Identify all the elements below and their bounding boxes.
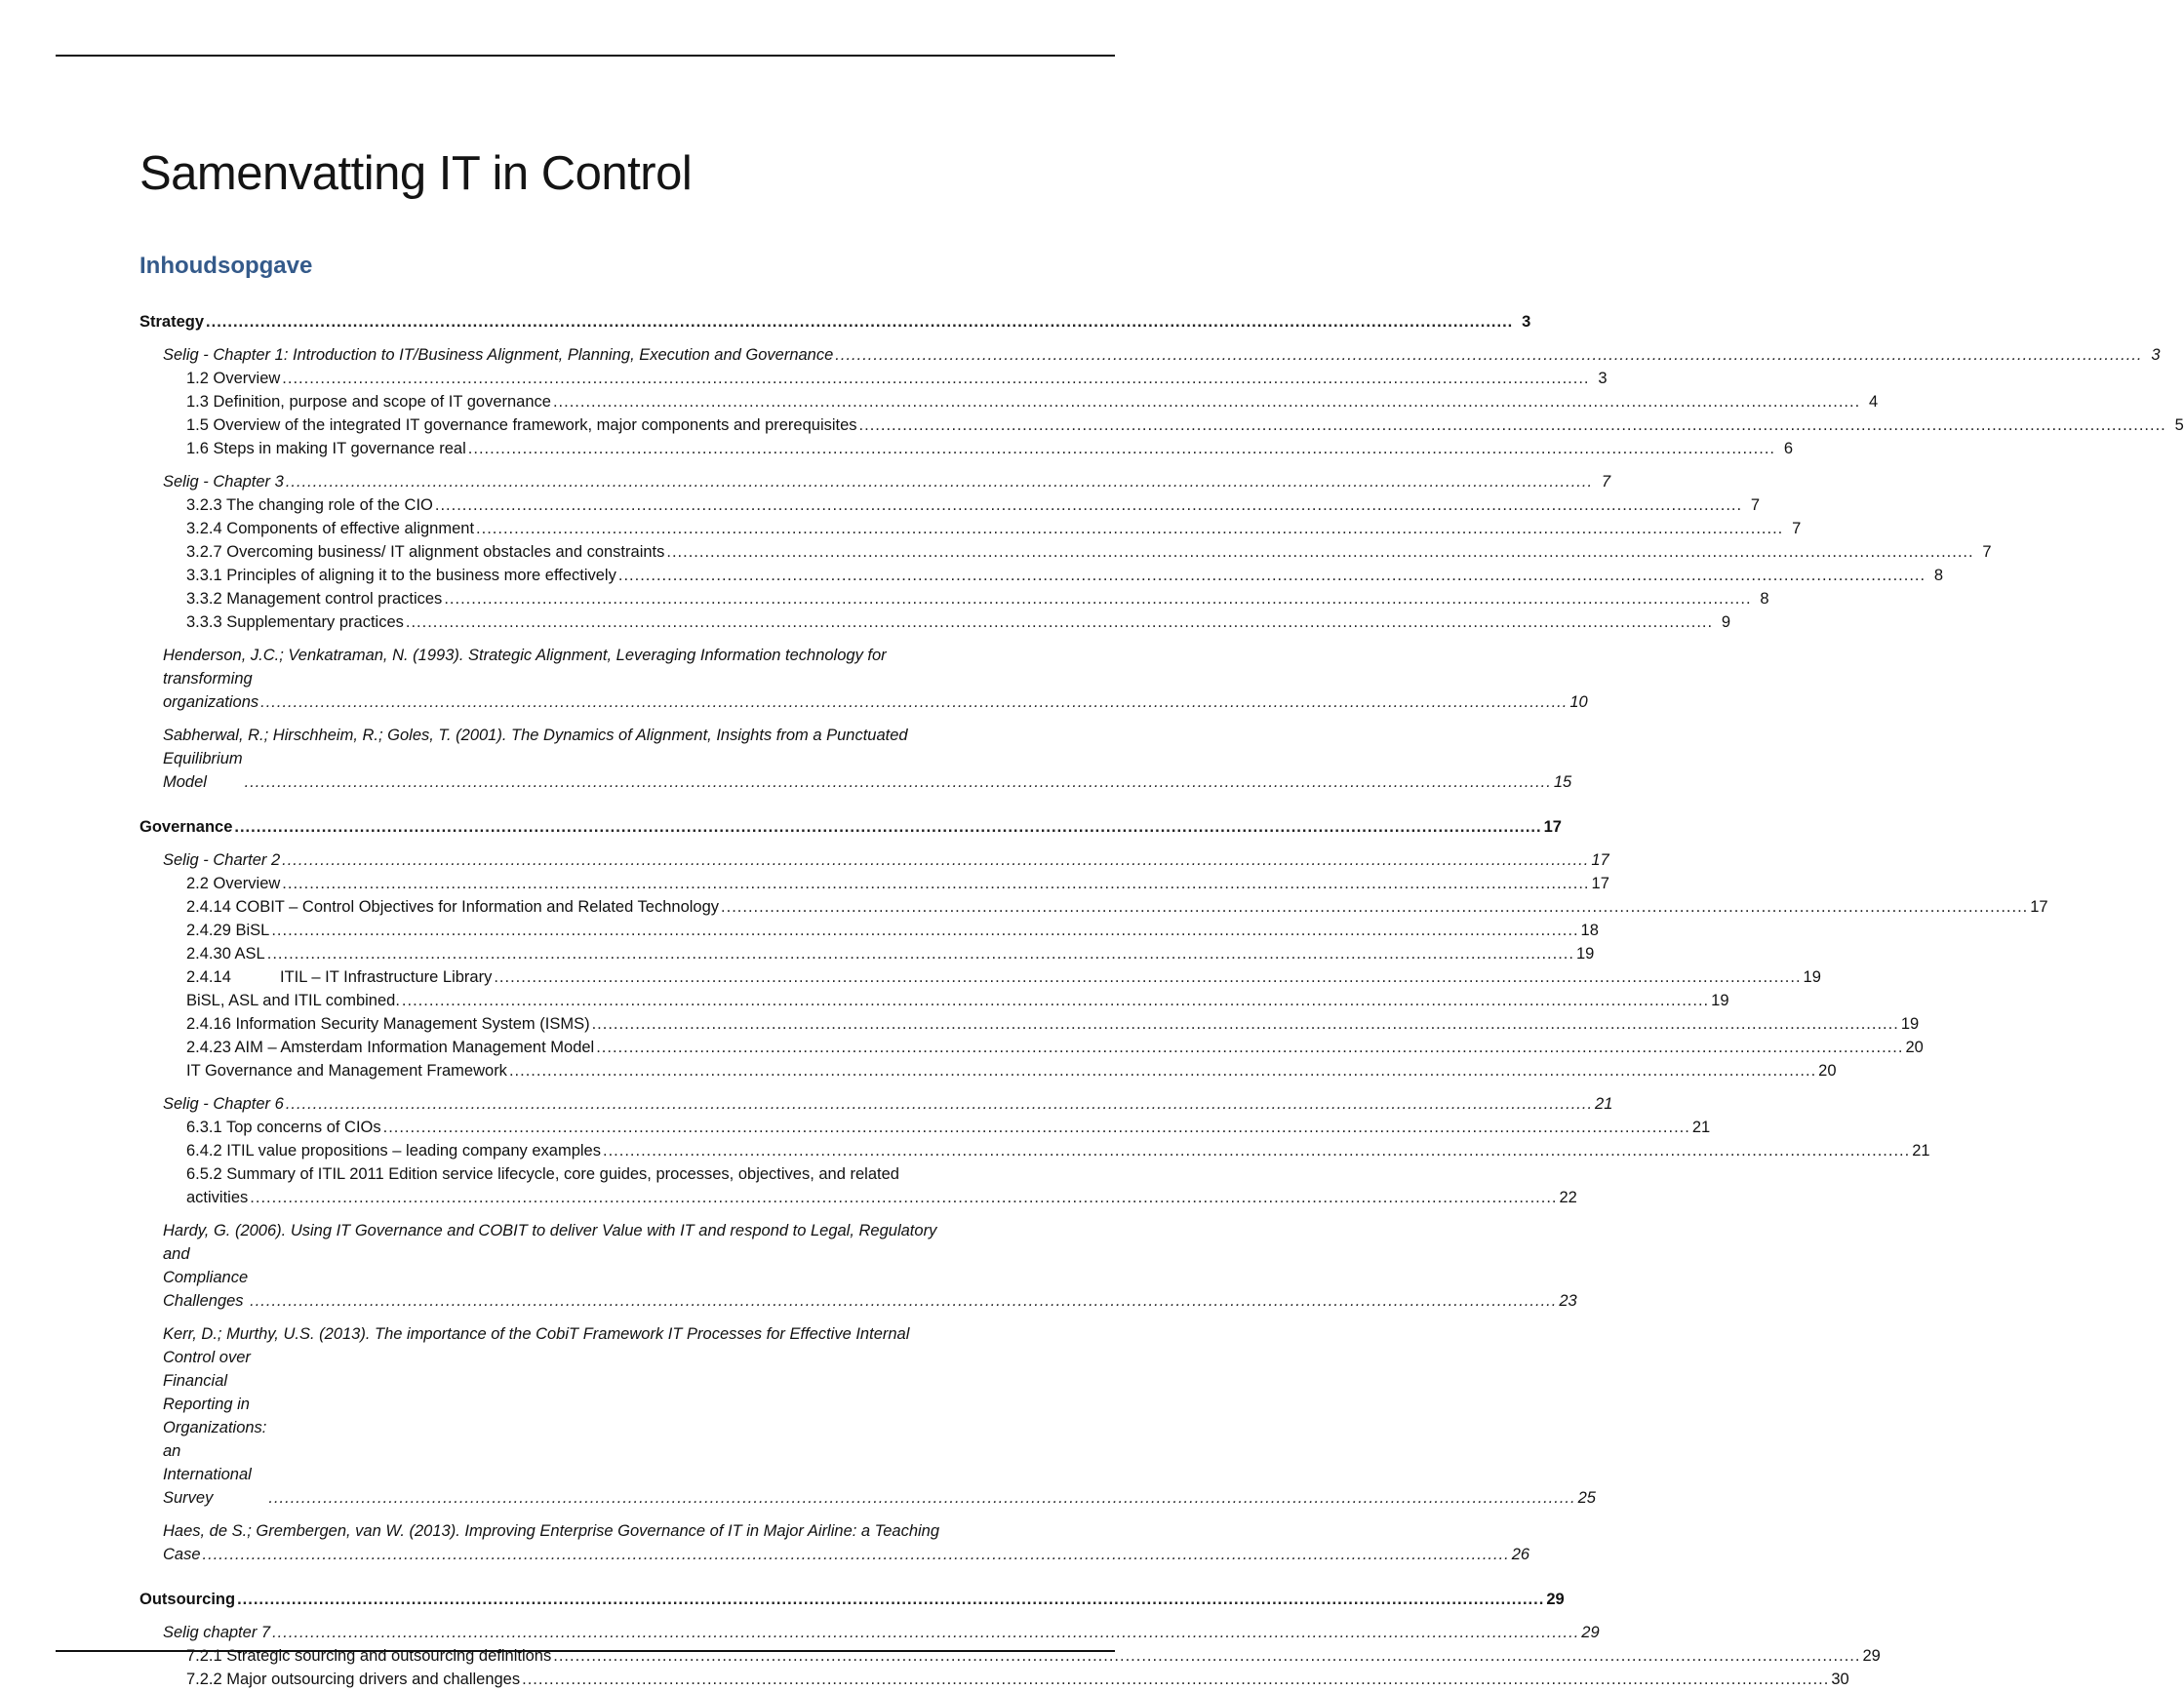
toc-leader-dots: [618, 564, 1926, 587]
toc-entry-title-line1: Henderson, J.C.; Venkatraman, N. (1993). Strategic Alignment, Leveraging Information technology for: [163, 647, 887, 664]
toc-leader-dots: [286, 1092, 1593, 1116]
toc-leader-dots: [592, 1012, 1899, 1036]
toc-entry-title: Selig chapter 7: [163, 1624, 271, 1641]
toc-group: [139, 343, 2184, 460]
toc-page-number: 3: [1598, 370, 1608, 387]
toc-page-number: 6: [1783, 440, 1793, 457]
toc-page-number: 7: [1792, 520, 1802, 537]
toc-chapter-entry[interactable]: [139, 470, 1611, 493]
toc-entry-title-line2-row: [163, 667, 1588, 714]
toc-subsection-entry[interactable]: [139, 390, 1879, 413]
toc-section: [139, 1588, 1881, 1691]
toc-entry-title-line2-row: [163, 1543, 1530, 1566]
toc-subsection-entry[interactable]: [139, 1116, 1711, 1139]
toc-page-number: 19: [1711, 992, 1729, 1009]
toc-chapter-entry[interactable]: [139, 724, 1572, 794]
toc-page-number: 10: [1569, 693, 1588, 711]
toc-entry-title: Selig - Charter 2: [163, 851, 281, 869]
document-body: [139, 144, 2184, 1691]
toc-page-number: 9: [1721, 613, 1731, 631]
toc-leader-dots: [721, 895, 2028, 919]
toc-page-number: 19: [1575, 945, 1595, 963]
toc-entry-title: 7.2.1 Strategic sourcing and outsourcing definitions: [186, 1647, 552, 1665]
toc-leader-dots: [250, 1186, 1557, 1209]
toc-subsection-entry[interactable]: [139, 1012, 1920, 1036]
toc-entry-title: Outsourcing: [139, 1591, 236, 1608]
toc-chapter-entry[interactable]: [139, 1621, 1600, 1644]
toc-leader-dots: [553, 390, 1860, 413]
toc-page-number: 19: [1900, 1015, 1920, 1033]
toc-entry-title: 2.4.29 BiSL: [186, 922, 270, 939]
toc-entry-title: 3.2.3 The changing role of the CIO: [186, 496, 433, 514]
toc-page-number: 21: [1595, 1095, 1613, 1113]
toc-subsection-entry[interactable]: [139, 610, 1731, 634]
toc-entry-title: 3.3.1 Principles of aligning it to the business more effectively: [186, 567, 616, 584]
toc-group: [139, 848, 2048, 1082]
toc-group: [139, 724, 1572, 794]
toc-leader-dots: [402, 989, 1709, 1012]
toc-leader-dots: [282, 872, 1589, 895]
toc-page-number: 23: [1559, 1292, 1577, 1310]
toc-group: [139, 1322, 1596, 1510]
toc-section-entry[interactable]: [139, 310, 1531, 334]
toc-leader-dots: [835, 343, 2142, 367]
toc-entry-title: 6.3.1 Top concerns of CIOs: [186, 1119, 381, 1136]
toc-subsection-entry[interactable]: [139, 564, 1944, 587]
toc-page-number: 7: [1750, 496, 1761, 514]
toc-group: [139, 470, 1992, 634]
toc-leader-dots: [268, 1486, 1575, 1510]
toc-leader-dots: [282, 848, 1589, 872]
toc-leader-dots: [282, 367, 1589, 390]
toc-entry-title: 7.2.2 Major outsourcing drivers and challenges: [186, 1671, 521, 1688]
toc-subsection-entry[interactable]: [139, 413, 2184, 437]
toc-subsection-entry[interactable]: [139, 437, 1793, 460]
toc-entry-title: Governance: [139, 818, 233, 836]
toc-leader-dots: [245, 770, 1552, 794]
toc-page-number: 29: [1546, 1591, 1565, 1608]
toc-entry-title: 1.6 Steps in making IT governance real: [186, 440, 466, 457]
footer-rule: [56, 1650, 1115, 1652]
toc-entry-title-line1: Hardy, G. (2006). Using IT Governance and COBIT to deliver Value with IT and respond to Legal, Regulatory: [163, 1222, 937, 1239]
table-of-contents: [139, 310, 2184, 1691]
toc-entry-title: 2.4.16 Information Security Management System (ISMS): [186, 1015, 590, 1033]
toc-leader-dots: [272, 1621, 1579, 1644]
toc-entry-title: Selig - Chapter 6: [163, 1095, 284, 1113]
toc-leader-dots: [267, 942, 1574, 965]
toc-entry-title: 1.2 Overview: [186, 370, 281, 387]
toc-subsection-entry[interactable]: [139, 1036, 1924, 1059]
toc-leader-dots: [234, 815, 1541, 839]
toc-chapter-entry[interactable]: [139, 1092, 1613, 1116]
toc-page-number: 15: [1553, 773, 1572, 791]
toc-chapter-entry[interactable]: [139, 1322, 1596, 1510]
toc-leader-dots: [260, 690, 1568, 714]
toc-group: [139, 1621, 1881, 1691]
toc-leader-dots: [237, 1588, 1544, 1611]
toc-page-number: 8: [1760, 590, 1769, 608]
toc-entry-title-line2: activities: [186, 1189, 249, 1206]
toc-leader-dots: [859, 413, 2166, 437]
toc-page-number: 21: [1912, 1142, 1930, 1160]
toc-section-entry[interactable]: [139, 815, 1562, 839]
toc-entry-title: Strategy: [139, 313, 205, 331]
toc-leader-dots: [494, 965, 1801, 989]
toc-leader-dots: [596, 1036, 1903, 1059]
toc-leader-dots: [206, 310, 1513, 334]
toc-entry-title: Selig - Chapter 1: Introduction to IT/Business Alignment, Planning, Execution and Governance: [163, 346, 834, 364]
toc-entry-title: 3.2.7 Overcoming business/ IT alignment obstacles and constraints: [186, 543, 665, 561]
toc-entry-title: Selig - Chapter 3: [163, 473, 284, 491]
toc-entry-title-line1: Sabherwal, R.; Hirschheim, R.; Goles, T. (2001). The Dynamics of Alignment, Insights from a Punctuated: [163, 727, 908, 744]
toc-entry-title-line2-row: [163, 1242, 1577, 1313]
toc-page-number: 3: [1522, 313, 1531, 331]
toc-leader-dots: [476, 517, 1783, 540]
toc-entry-title-line2-row: [163, 747, 1572, 794]
toc-page-number: 7: [1601, 473, 1611, 491]
toc-chapter-entry[interactable]: [139, 848, 1609, 872]
toc-leader-dots: [468, 437, 1775, 460]
toc-chapter-entry[interactable]: [139, 1219, 1577, 1313]
toc-page-number: 20: [1818, 1062, 1837, 1080]
document-title: Samenvatting IT in Control: [139, 147, 693, 200]
toc-entry-title-line1: 6.5.2 Summary of ITIL 2011 Edition service lifecycle, core guides, processes, objectives, and related: [186, 1165, 899, 1183]
toc-leader-dots: [406, 610, 1713, 634]
toc-subsection-entry[interactable]: [139, 1668, 1849, 1691]
toc-page-number: 17: [1591, 851, 1609, 869]
toc-entry-title: 2.4.23 AIM – Amsterdam Information Management Model: [186, 1039, 595, 1056]
toc-entry-title: 2.4.30 ASL: [186, 945, 265, 963]
toc-entry-title: 1.5 Overview of the integrated IT governance framework, major components and prerequisites: [186, 416, 857, 434]
toc-leader-dots: [286, 470, 1593, 493]
toc-page-number: 20: [1905, 1039, 1924, 1056]
toc-page-number: 29: [1581, 1624, 1600, 1641]
toc-subsection-entry[interactable]: [139, 493, 1761, 517]
toc-entry-title: 3.3.3 Supplementary practices: [186, 613, 404, 631]
toc-page-number: 8: [1933, 567, 1944, 584]
toc-subsection-entry[interactable]: [139, 989, 1729, 1012]
toc-section-entry[interactable]: [139, 1588, 1565, 1611]
toc-entry-title: IT Governance and Management Framework: [186, 1062, 507, 1080]
toc-entry-number: 2.4.14: [186, 968, 231, 986]
toc-group: [139, 1219, 1577, 1313]
toc-entry-title: BiSL, ASL and ITIL combined.: [186, 992, 400, 1009]
toc-subsection-entry[interactable]: [139, 942, 1595, 965]
toc-subsection-entry[interactable]: [139, 965, 1821, 989]
toc-entry-title-line2: transforming organizations: [163, 670, 259, 711]
toc-leader-dots: [383, 1116, 1690, 1139]
toc-subsection-entry[interactable]: [139, 1162, 1577, 1209]
toc-entry-title: [186, 965, 492, 989]
toc-entry-title-line2-row: [163, 1346, 1596, 1510]
toc-leader-dots: [271, 919, 1578, 942]
toc-entry-title: 2.2 Overview: [186, 875, 281, 892]
toc-subsection-entry[interactable]: [139, 367, 1608, 390]
toc-page-number: 22: [1559, 1189, 1577, 1206]
toc-leader-dots: [666, 540, 1973, 564]
toc-entry-title: 3.2.4 Components of effective alignment: [186, 520, 475, 537]
toc-subsection-entry[interactable]: [139, 540, 1992, 564]
toc-page-number: 25: [1577, 1489, 1596, 1507]
toc-page-number: 30: [1831, 1671, 1849, 1688]
toc-leader-dots: [603, 1139, 1910, 1162]
toc-chapter-entry[interactable]: [139, 644, 1588, 714]
toc-page-number: 7: [1982, 543, 1992, 561]
toc-entry-title-line1: Kerr, D.; Murthy, U.S. (2013). The importance of the CobiT Framework IT Processes for Effective Internal: [163, 1325, 910, 1343]
toc-page-number: 19: [1803, 968, 1821, 986]
toc-entry-title: 2.4.14 COBIT – Control Objectives for Information and Related Technology: [186, 898, 720, 916]
toc-entry-title-line2: Case: [163, 1546, 201, 1563]
toc-chapter-entry[interactable]: [139, 1519, 1530, 1566]
toc-entry-title-line1: Haes, de S.; Grembergen, van W. (2013). Improving Enterprise Governance of IT in Major Airline: a Teaching: [163, 1522, 940, 1540]
toc-leader-dots: [444, 587, 1751, 610]
toc-entry-title-line2-row: [186, 1186, 1577, 1209]
toc-subsection-entry[interactable]: [139, 1059, 1837, 1082]
toc-page-number: 3: [2151, 346, 2161, 364]
toc-leader-dots: [522, 1668, 1829, 1691]
toc-section: [139, 815, 2048, 1566]
toc-entry-title-line2: and Compliance Challenges: [163, 1245, 249, 1310]
toc-entry-title-line2: Equilibrium Model: [163, 750, 243, 791]
toc-page-number: 17: [2030, 898, 2048, 916]
toc-section: [139, 310, 2184, 794]
toc-page-number: 26: [1511, 1546, 1530, 1563]
toc-subsection-entry[interactable]: [139, 919, 1599, 942]
toc-page-number: 18: [1580, 922, 1599, 939]
toc-entry-title-line2: Control over Financial Reporting in Organizations: an International Survey: [163, 1349, 267, 1507]
toc-leader-dots: [203, 1543, 1510, 1566]
toc-leader-dots: [250, 1289, 1557, 1313]
toc-entry-title: 3.3.2 Management control practices: [186, 590, 443, 608]
toc-heading: Inhoudsopgave: [139, 253, 313, 279]
toc-leader-dots: [553, 1644, 1860, 1668]
toc-page-number: 17: [1591, 875, 1609, 892]
toc-chapter-entry[interactable]: [139, 343, 2161, 367]
toc-subsection-entry[interactable]: [139, 1139, 1930, 1162]
toc-page-number: 5: [2174, 416, 2184, 434]
toc-page-number: 29: [1862, 1647, 1881, 1665]
toc-entry-title: 1.3 Definition, purpose and scope of IT governance: [186, 393, 551, 411]
toc-group: [139, 1092, 1930, 1209]
toc-subsection-entry[interactable]: [139, 872, 1609, 895]
toc-group: [139, 644, 1588, 714]
header-rule: [56, 55, 1115, 57]
toc-page-number: 17: [1543, 818, 1562, 836]
toc-page-number: 4: [1868, 393, 1879, 411]
toc-page-number: 21: [1691, 1119, 1711, 1136]
toc-subsection-entry[interactable]: [139, 895, 2048, 919]
toc-subsection-entry[interactable]: [139, 517, 1802, 540]
toc-group: [139, 1519, 1530, 1566]
toc-entry-text: ITIL – IT Infrastructure Library: [280, 968, 493, 986]
toc-leader-dots: [509, 1059, 1816, 1082]
toc-entry-title: 6.4.2 ITIL value propositions – leading company examples: [186, 1142, 601, 1160]
toc-subsection-entry[interactable]: [139, 1644, 1881, 1668]
toc-subsection-entry[interactable]: [139, 587, 1769, 610]
toc-leader-dots: [435, 493, 1742, 517]
